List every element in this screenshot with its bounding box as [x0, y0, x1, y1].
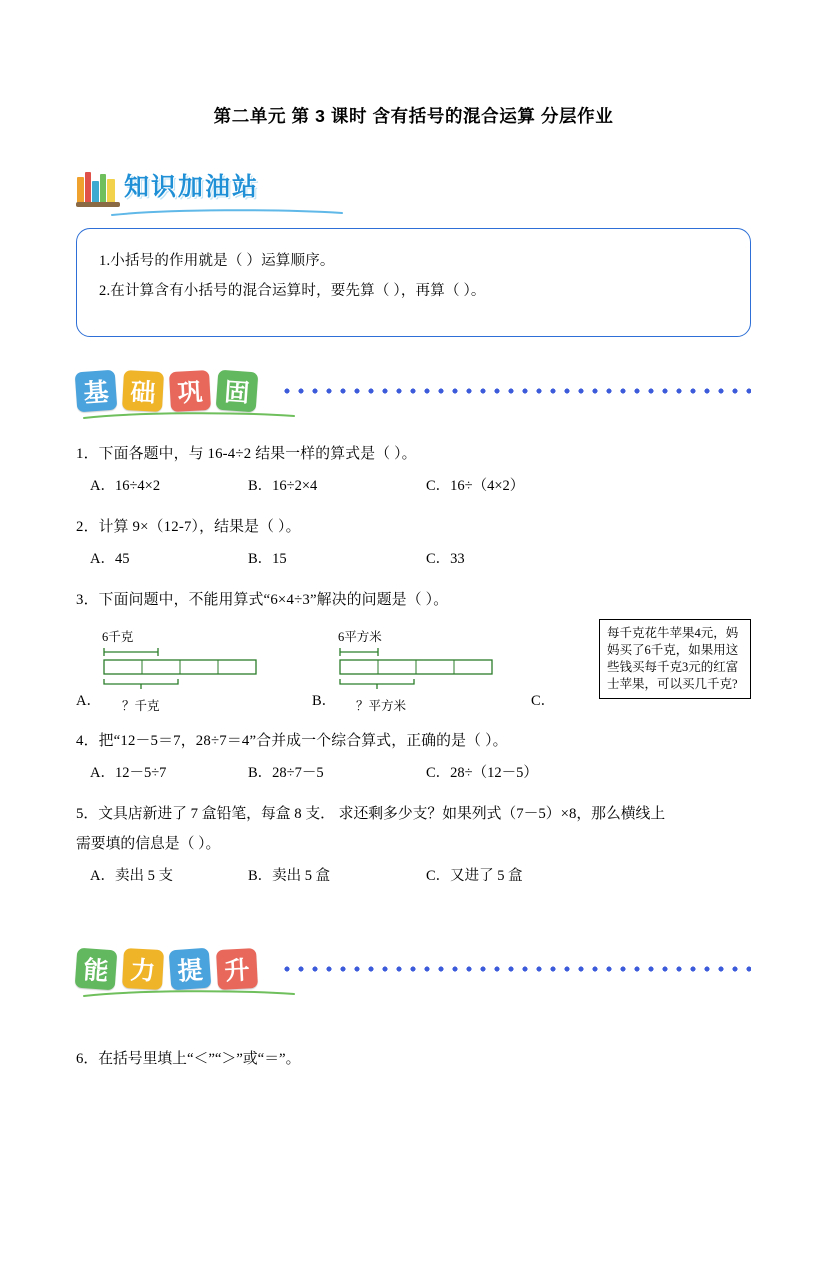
option-c[interactable]: C．28÷（12－5）: [426, 765, 538, 781]
figure-a: [102, 627, 262, 714]
figure-b-bottom-label: ？平方米: [356, 699, 407, 713]
basic-banner-underline: [82, 408, 297, 417]
question-3-stem: 3．下面问题中，不能用算式“6×4÷3”解决的问题是（ ）。: [76, 592, 449, 608]
option-c[interactable]: C．16÷（4×2）: [426, 478, 525, 494]
banner-tile: 巩: [169, 370, 211, 412]
question-5-stem: 5．文具店新进了 7 盒铅笔，每盒 8 支． 求还剩多少支？如果列式（7－5）×8，那么横线上: [76, 806, 666, 822]
question-1-stem: 1．下面各题中，与 16-4÷2 结果一样的算式是（ ）。: [76, 446, 417, 462]
option-c[interactable]: C．又进了 5 盒: [426, 868, 523, 884]
advanced-banner-tiles: [76, 949, 264, 989]
option-a[interactable]: A．卖出 5 支: [90, 868, 173, 884]
figure-b-top-label: 6平方米: [338, 630, 382, 644]
question-2-options: [76, 544, 751, 574]
worksheet-page: [0, 103, 827, 1272]
question-2-stem: 2．计算 9×（12-7），结果是（ ）。: [76, 519, 301, 535]
banner-underline-decoration: [110, 208, 340, 216]
knowledge-box: [76, 228, 751, 337]
question-3-note: 每千克花牛苹果4元，妈妈买了6千克，如果用这些钱买每千克3元的红富士苹果，可以买几千克?: [599, 619, 751, 699]
option-b[interactable]: B．28÷7－5: [248, 765, 324, 781]
option-c[interactable]: C．: [531, 693, 556, 709]
question-3-figures: [76, 623, 751, 715]
question-4-stem: 4．把“12－5＝7，28÷7＝4”合并成一个综合算式，正确的是（ ）。: [76, 733, 508, 749]
option-a[interactable]: A．16÷4×2: [90, 478, 161, 494]
basic-banner-tiles: [76, 371, 264, 411]
banner-tile: 提: [169, 948, 212, 991]
basic-section-banner: [76, 371, 751, 411]
option-a[interactable]: A．: [76, 693, 101, 709]
banner-tile: 固: [216, 370, 259, 413]
knowledge-line-2: 2.在计算含有小括号的混合运算时，要先算（ ），再算（ ）。: [99, 283, 486, 299]
page-title: 第二单元 第 3 课时 含有括号的混合运算 分层作业: [213, 106, 614, 126]
banner-tile: 升: [216, 948, 258, 990]
banner-tile: 础: [122, 370, 164, 412]
advanced-banner-underline: [82, 986, 297, 995]
knowledge-banner: [76, 164, 751, 210]
figure-a-bar-diagram: [102, 646, 262, 702]
option-b[interactable]: B．: [312, 693, 337, 709]
question-6-stem: 6．在括号里填上“＜”“＞”或“＝”。: [76, 1051, 301, 1067]
books-icon: [76, 167, 122, 207]
knowledge-line-1: 1.小括号的作用就是（ ）运算顺序。: [99, 253, 335, 269]
advanced-section-banner: [76, 949, 751, 989]
option-a[interactable]: A．45: [90, 551, 130, 567]
banner-tile: 基: [75, 370, 118, 413]
figure-a-top-label: 6千克: [102, 630, 134, 644]
figure-a-bottom-label: ？千克: [122, 699, 160, 713]
option-c[interactable]: C．33: [426, 551, 465, 567]
banner-tile: 能: [75, 948, 118, 991]
figure-b: [338, 627, 498, 714]
figure-b-bar-diagram: [338, 646, 498, 702]
dotted-rule: [280, 387, 751, 395]
question-5-stem-line2: 需要填的信息是（ ）。: [76, 836, 221, 852]
question-1-options: [76, 471, 751, 501]
question-5-options: [76, 861, 751, 891]
option-b[interactable]: B．15: [248, 551, 287, 567]
option-a[interactable]: A．12－5÷7: [90, 765, 167, 781]
knowledge-banner-label: 知识加油站: [124, 172, 260, 201]
option-b[interactable]: B．16÷2×4: [248, 478, 318, 494]
question-4-options: [76, 758, 751, 788]
banner-tile: 力: [122, 948, 164, 990]
dotted-rule: [280, 965, 751, 973]
option-b[interactable]: B．卖出 5 盒: [248, 868, 331, 884]
